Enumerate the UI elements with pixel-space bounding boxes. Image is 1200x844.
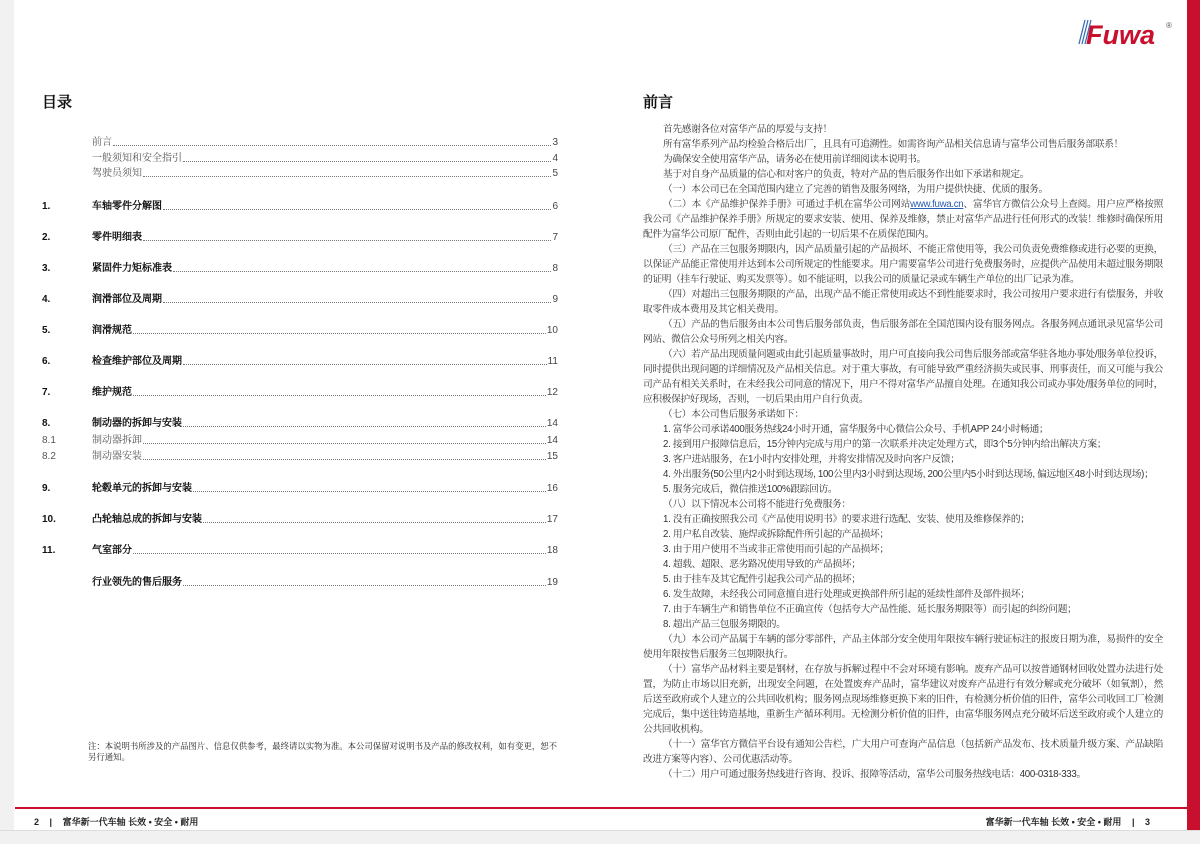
toc-entry[interactable] — [42, 134, 558, 148]
brand-edge-bar — [1187, 0, 1200, 830]
paragraph: （十）富华产品材料主要是钢材，在存放与拆解过程中不会对环境有影响。废弃产品可以按普通钢材回收处置办法进行处置，为防止市场以旧充新，出现安全问题，在处置废弃产品时，富华建议对废弃产品进行有效分解或充分破坏（如氧割），然后送至政府或个人建立的公共回收机构；服务网点现场维修更换下来的旧件，有检测分析价值的旧件，富华公司收回工厂检测完成后，集中送往铸造基地，重新生产循环利用。无检测分析价值的旧件，由富华服务网点充分破坏后送至政府或个人建立的公共回收机构。 — [643, 664, 1163, 735]
page-bottom-edge — [0, 830, 1200, 844]
toc-leader-dots — [163, 208, 551, 210]
toc-page-number: 16 — [546, 483, 558, 494]
fuwa-logo — [1076, 12, 1176, 52]
paragraph: 3. 由于用户使用不当或非正常使用而引起的产品损坏； — [663, 544, 889, 555]
paragraph: 4. 外出服务(50公里内2小时到达现场, 100公里内3小时到达现场, 200公里内5小时到达现场, 偏远地区48小时到达现场)； — [663, 469, 1154, 480]
toc-leader-dots — [143, 442, 546, 444]
paragraph: 3. 客户进站服务，在1小时内安排处理，并将安排情况及时向客户反馈； — [663, 454, 960, 465]
toc-leader-dots — [173, 270, 551, 272]
paragraph — [643, 197, 1163, 242]
toc-leader-dots — [143, 239, 551, 241]
toc-page-number: 18 — [546, 545, 558, 556]
toc-label: 轮毂单元的拆卸与安装 — [92, 483, 192, 494]
toc-number: 8.2 — [42, 451, 56, 462]
page-number: 3 — [1144, 817, 1150, 827]
toc-page-number: 9 — [552, 294, 558, 305]
toc-page-number: 3 — [552, 137, 558, 148]
toc-page-number: 8 — [552, 263, 558, 274]
paragraph: （三）产品在三包服务期限内，因产品质量引起的产品损坏、不能正常使用等，我公司负责免费维修或进行必要的更换，以保证产品能正常使用并达到本公司所规定的性能要求。用户需要富华公司进行免费服务时，应提供产品使用未超过服务期限的证明（挂车行驶证、购买发票等）。如不能证明，以我公司的质量记录或车辆生产单位的出厂记录为准。 — [643, 244, 1163, 285]
toc-entry[interactable] — [42, 511, 558, 525]
footer-separator: | — [1131, 817, 1135, 827]
footer-right — [986, 815, 1150, 828]
toc-entry[interactable] — [42, 448, 558, 462]
preface-body — [643, 122, 1163, 782]
toc-label: 气室部分 — [92, 545, 132, 556]
paragraph-text: （二）本《产品维护保养手册》可通过手机在富华公司网站 — [663, 199, 911, 210]
paragraph: （四）对超出三包服务期限的产品，出现产品不能正常使用或达不到性能要求时，我公司按用户要求进行有偿服务，并收取零件成本费用及其它相关费用。 — [643, 289, 1163, 315]
footer-slogan: 富华新一代车轴 长效 • 安全 • 耐用 — [985, 817, 1122, 827]
paragraph: （七）本公司售后服务承诺如下： — [663, 409, 804, 420]
toc-entry[interactable] — [42, 384, 558, 398]
paragraph: （十一）富华官方微信平台设有通知公告栏，广大用户可查询产品信息（包括新产品发布、技术质量升级方案、产品缺陷改进方案等内容）、公司优惠活动等。 — [643, 739, 1163, 765]
toc-entry[interactable] — [42, 165, 558, 179]
paragraph: （五）产品的售后服务由本公司售后服务部负责，售后服务部在全国范围内设有服务网点。各服务网点通讯录见富华公司网站、微信公众号所列之相关内容。 — [643, 319, 1163, 345]
toc-label: 制动器安装 — [92, 451, 142, 462]
page-number: 2 — [34, 817, 40, 827]
paragraph: 4. 超载、超限、恶劣路况使用导致的产品损坏； — [663, 559, 861, 570]
paragraph: 首先感谢各位对富华产品的厚爱与支持！ — [663, 124, 832, 135]
paragraph: 5. 服务完成后，微信推送100%跟踪回访。 — [663, 484, 838, 495]
toc-entry[interactable] — [42, 480, 558, 494]
toc-entry[interactable] — [42, 229, 558, 243]
toc-number: 1. — [42, 201, 51, 212]
website-link[interactable]: www.fuwa.cn — [910, 199, 964, 210]
svg-text:®: ® — [1166, 21, 1172, 30]
toc-entry[interactable] — [42, 291, 558, 305]
toc-label: 车轴零件分解图 — [92, 201, 162, 212]
toc-page-number: 10 — [546, 325, 558, 336]
toc-number: 5. — [42, 325, 51, 336]
toc-page-number: 14 — [546, 435, 558, 446]
toc-leader-dots — [133, 394, 546, 396]
paragraph: 1. 没有正确按照我公司《产品使用说明书》的要求进行选配、安装、使用及维修保养的； — [663, 514, 1030, 525]
preface-title: 前言 — [643, 94, 674, 111]
toc-leader-dots — [183, 425, 546, 427]
toc-page-number: 11 — [547, 356, 558, 367]
toc-label: 行业领先的售后服务 — [92, 577, 182, 588]
toc-number: 8. — [42, 418, 51, 429]
paragraph: （一）本公司已在全国范围内建立了完善的销售及服务网络，为用户提供快捷、优质的服务。 — [663, 184, 1048, 195]
toc-label: 润滑部位及周期 — [92, 294, 162, 305]
toc-number: 10. — [42, 514, 56, 525]
toc-leader-dots — [183, 160, 551, 162]
toc-label: 制动器拆卸 — [92, 435, 142, 446]
toc-entry[interactable] — [42, 415, 558, 429]
paragraph: 所有富华系列产品均检验合格后出厂，且具有可追溯性。如需咨询产品相关信息请与富华公司售后服务部联系！ — [663, 139, 1123, 150]
toc-label: 驾驶员须知 — [92, 168, 142, 179]
toc-entry[interactable] — [42, 353, 558, 367]
toc-page-number: 19 — [546, 577, 558, 588]
toc-entry[interactable] — [42, 432, 558, 446]
toc-entry[interactable] — [42, 150, 558, 164]
footer-left — [34, 815, 198, 828]
paragraph: （九）本公司产品属于车辆的部分零部件，产品主体部分安全使用年限按车辆行驶证标注的报废日期为准，易损件的安全使用年限按售后服务三包期限执行。 — [643, 634, 1163, 660]
toc-entry[interactable] — [42, 260, 558, 274]
footer-slogan: 富华新一代车轴 长效 • 安全 • 耐用 — [62, 817, 199, 827]
toc-label: 润滑规范 — [92, 325, 132, 336]
footer-divider — [15, 807, 1187, 809]
toc-number: 9. — [42, 483, 51, 494]
toc-page-number: 15 — [546, 451, 558, 462]
toc-leader-dots — [143, 458, 546, 460]
toc-label: 紧固件力矩标准表 — [92, 263, 172, 274]
paragraph-group — [643, 242, 1163, 782]
toc-label: 制动器的拆卸与安装 — [92, 418, 182, 429]
toc-entry[interactable] — [42, 198, 558, 212]
toc-page-number: 14 — [546, 418, 558, 429]
page-edge-left — [0, 0, 14, 843]
svg-text:Fuwa: Fuwa — [1086, 20, 1156, 50]
toc-number: 3. — [42, 263, 51, 274]
toc-leader-dots — [183, 363, 547, 365]
toc-label: 维护规范 — [92, 387, 132, 398]
disclaimer-note: 注：本说明书所涉及的产品图片、信息仅供参考，最终请以实物为准。本公司保留对说明书及产品的修改权利，如有变更，恕不另行通知。 — [88, 741, 557, 762]
toc-leader-dots — [133, 552, 546, 554]
toc-leader-dots — [143, 175, 551, 177]
paragraph: （八）以下情况本公司将不能进行免费服务： — [663, 499, 851, 510]
toc-title: 目录 — [42, 94, 73, 111]
toc-label: 凸轮轴总成的拆卸与安装 — [92, 514, 202, 525]
toc-number: 8.1 — [42, 435, 56, 446]
paragraph: 2. 用户私自改装、施焊或拆除配件所引起的产品损坏； — [663, 529, 889, 540]
paragraph: 6. 发生故障，未经我公司同意擅自进行处理或更换部件所引起的延续性部件及部件损坏； — [663, 589, 1030, 600]
toc-leader-dots — [163, 301, 551, 303]
toc-page-number: 7 — [552, 232, 558, 243]
toc-page-number: 4 — [552, 153, 558, 164]
toc-leader-dots — [133, 332, 546, 334]
toc-label: 零件明细表 — [92, 232, 142, 243]
paragraph: （六）若产品出现质量问题或由此引起质量事故时，用户可直接向我公司售后服务部或富华驻各地办事处/服务单位投诉，同时提供出现问题的详细情况及产品相关信息。对于重大事故，有可能导致严重经济损失或民事、刑事责任，而又可能与我公司产品有相关关系时，在未经我公司同意的情况下，用户不得对富华产品擅自处理。在通知我公司或办事处/服务单位的同时，应积极保护好现场，否则，一切后果由用户自行负责。 — [643, 349, 1163, 405]
toc-page-number: 17 — [546, 514, 558, 525]
toc-leader-dots — [113, 144, 551, 146]
toc-number: 2. — [42, 232, 51, 243]
toc-leader-dots — [193, 490, 546, 492]
paragraph: 1. 富华公司承诺400服务热线24小时开通，富华服务中心微信公众号、手机APP 24小时畅通； — [663, 424, 1049, 435]
toc-page-number: 12 — [546, 387, 558, 398]
paragraph-text: 、富华官方微信公众号上查阅。用户应严格按照我公司《产品维护保养手册》所规定的要求安装、使用、保养及维修，禁止对富华产品进行任何形式的改装！维修时确保所用配件为富华公司原厂配件，否则由此引起的一切后果不在质保范围内。 — [643, 199, 1164, 240]
paragraph: 8. 超出产品三包服务期限的。 — [663, 619, 786, 630]
toc-number: 11. — [42, 545, 56, 556]
toc-number: 4. — [42, 294, 51, 305]
toc-leader-dots — [183, 584, 546, 586]
toc-number: 7. — [42, 387, 51, 398]
toc-entry[interactable] — [42, 322, 558, 336]
paragraph: 7. 由于车辆生产和销售单位不正确宣传（包括夸大产品性能、延长服务期限等）而引起的纠纷问题； — [663, 604, 1077, 615]
toc-number: 6. — [42, 356, 51, 367]
footer-separator: | — [49, 817, 53, 827]
toc-page-number: 6 — [552, 201, 558, 212]
paragraph: 2. 接到用户报障信息后，15分钟内完成与用户的第一次联系并决定处理方式，即3个5分钟内给出解决方案； — [663, 439, 1107, 450]
toc-entry[interactable] — [42, 542, 558, 556]
toc-label: 一般须知和安全指引 — [92, 153, 182, 164]
toc-label: 检查维护部位及周期 — [92, 356, 182, 367]
toc-entry[interactable] — [42, 574, 558, 588]
paragraph: 5. 由于挂车及其它配件引起我公司产品的损坏； — [663, 574, 861, 585]
paragraph: （十二）用户可通过服务热线进行咨询、投诉、报障等活动，富华公司服务热线电话：400-0318-333。 — [663, 769, 1086, 780]
toc-leader-dots — [203, 521, 546, 523]
paragraph: 基于对自身产品质量的信心和对客户的负责，特对产品的售后服务作出如下承诺和规定。 — [663, 169, 1030, 180]
paragraph: 为确保安全使用富华产品，请务必在使用前详细阅读本说明书。 — [663, 154, 926, 165]
toc-label: 前言 — [92, 137, 112, 148]
toc-page-number: 5 — [552, 168, 558, 179]
